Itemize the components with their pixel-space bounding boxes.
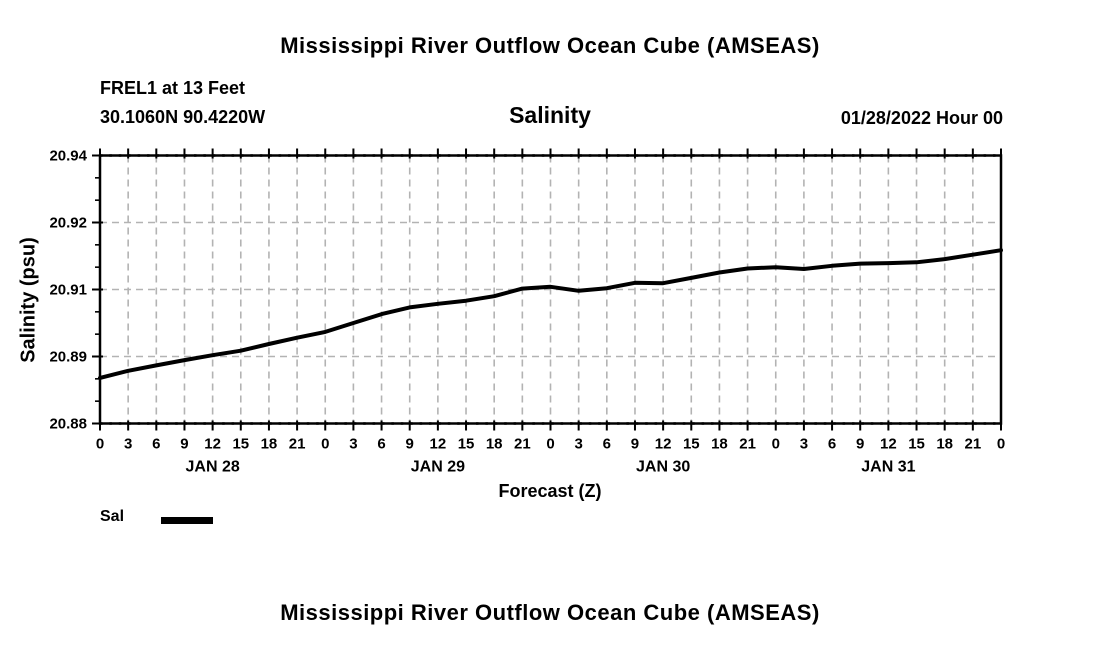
x-tick-label: 18 <box>711 435 728 453</box>
x-tick-label: 21 <box>288 435 306 453</box>
x-tick-label: 21 <box>964 435 982 453</box>
x-day-label: JAN 31 <box>861 458 916 476</box>
y-tick-label: 20.92 <box>49 214 87 232</box>
x-tick-label: 0 <box>996 435 1006 453</box>
x-tick-label: 9 <box>630 435 640 453</box>
y-axis-title: Salinity (psu) <box>17 237 40 363</box>
x-tick-label: 15 <box>682 435 700 453</box>
x-tick-label: 3 <box>799 435 809 453</box>
x-axis-title: Forecast (Z) <box>498 481 602 501</box>
legend-series-label: Sal <box>100 508 125 525</box>
x-tick-label: 9 <box>180 435 189 453</box>
coordinates-label: 30.1060N 90.4220W <box>100 107 266 127</box>
x-tick-label: 6 <box>827 435 837 453</box>
footer-title: Mississippi River Outflow Ocean Cube (AMSEAS) <box>280 600 820 625</box>
y-tick-label: 20.88 <box>49 415 87 433</box>
x-day-label: JAN 29 <box>410 458 465 476</box>
x-tick-label: 0 <box>771 435 780 453</box>
x-tick-label: 15 <box>232 435 250 453</box>
x-tick-label: 18 <box>485 435 503 453</box>
y-tick-label: 20.89 <box>49 348 87 366</box>
x-tick-label: 12 <box>429 435 447 453</box>
x-day-label: JAN 28 <box>185 458 240 476</box>
x-tick-label: 0 <box>95 435 105 453</box>
y-tick-label: 20.91 <box>49 281 87 299</box>
y-tick-label: 20.94 <box>49 147 87 165</box>
page-title: Mississippi River Outflow Ocean Cube (AMSEAS) <box>280 33 820 58</box>
x-day-label: JAN 30 <box>636 458 691 476</box>
x-tick-label: 18 <box>260 435 278 453</box>
legend-line-swatch <box>161 517 213 524</box>
x-tick-label: 21 <box>514 435 531 453</box>
x-tick-label: 3 <box>349 435 358 453</box>
x-tick-label: 12 <box>204 435 221 453</box>
x-tick-label: 18 <box>936 435 954 453</box>
x-tick-label: 12 <box>880 435 897 453</box>
x-tick-label: 6 <box>152 435 161 453</box>
x-tick-label: 9 <box>856 435 865 453</box>
x-tick-label: 3 <box>123 435 133 453</box>
x-tick-label: 12 <box>654 435 672 453</box>
variable-title: Salinity <box>509 102 591 128</box>
x-tick-label: 9 <box>405 435 414 453</box>
x-tick-label: 21 <box>739 435 756 453</box>
station-label: FREL1 at 13 Feet <box>100 78 246 98</box>
run-datetime-label: 01/28/2022 Hour 00 <box>840 108 1003 128</box>
x-tick-label: 3 <box>574 435 583 453</box>
x-tick-label: 15 <box>908 435 925 453</box>
x-tick-label: 15 <box>457 435 475 453</box>
x-tick-label: 0 <box>321 435 330 453</box>
x-tick-label: 0 <box>546 435 555 453</box>
x-tick-label: 6 <box>377 435 386 453</box>
x-tick-label: 6 <box>602 435 611 453</box>
